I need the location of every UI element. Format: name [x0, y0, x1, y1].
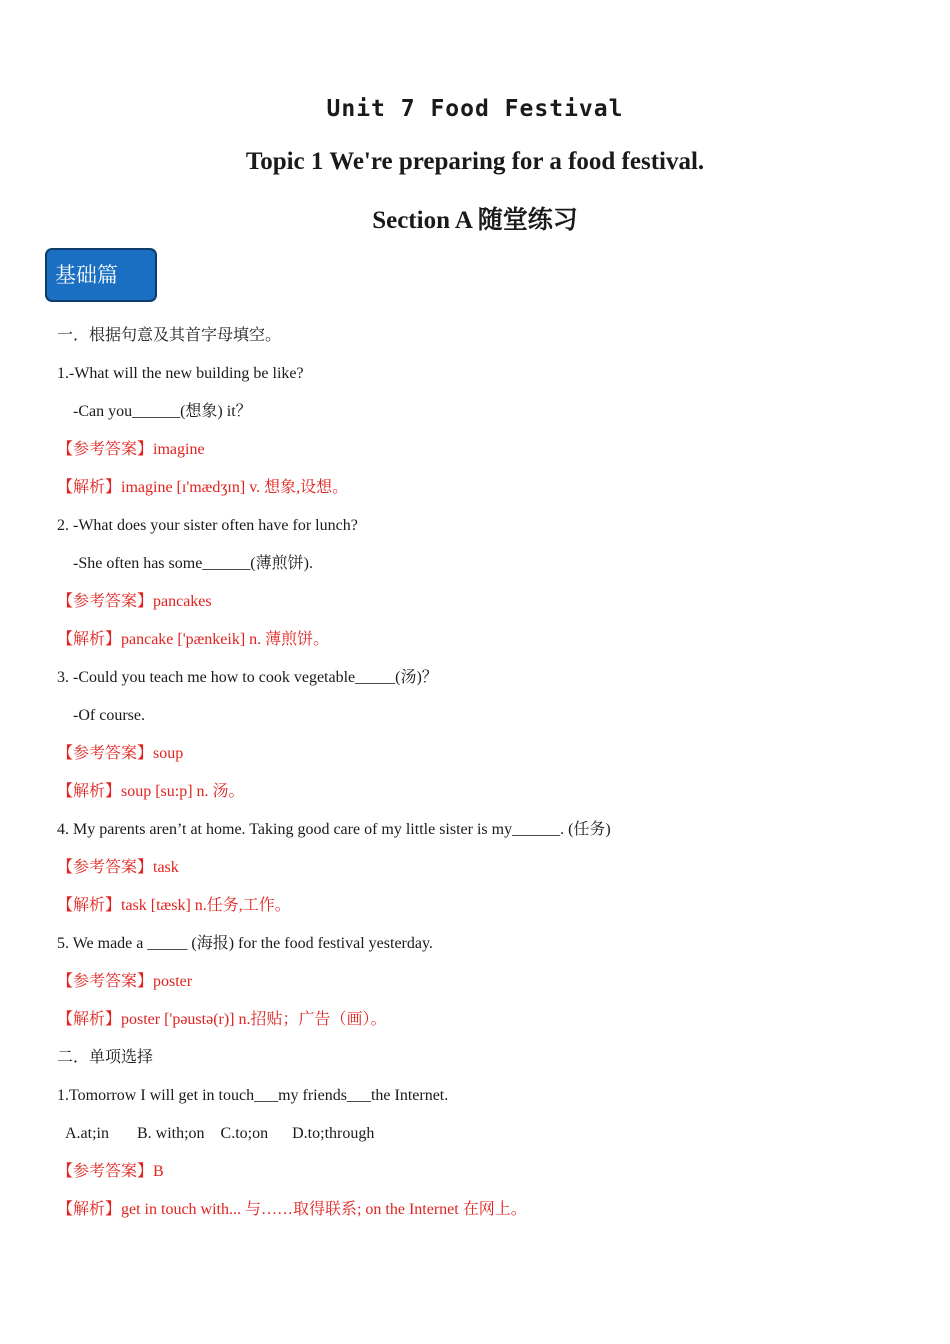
- p1-q3-question: 3. -Could you teach me how to cook vegetable_____(汤)？: [57, 669, 438, 686]
- p1-q4-analysis: 【解析】task [tæsk] n.任务,工作。: [57, 897, 291, 914]
- unit-title: Unit 7 Food Festival: [326, 96, 624, 122]
- p1-q3-answer: 【参考答案】soup: [57, 745, 184, 762]
- topic-title: Topic 1 We're preparing for a food festival.: [245, 148, 705, 175]
- p1-q5-analysis: 【解析】poster ['pəustə(r)] n.招贴；广告（画）。: [57, 1011, 387, 1028]
- p2-q1-answer: 【参考答案】B: [57, 1163, 164, 1180]
- p2-q1-analysis: 【解析】get in touch with... 与……取得联系; on the Internet 在网上。: [57, 1201, 527, 1218]
- p1-q1-question: 1.-What will the new building be like?: [57, 365, 304, 382]
- p1-q5-question: 5. We made a _____ (海报) for the food festival yesterday.: [57, 935, 433, 952]
- p1-q1-response: -Can you______(想象) it？: [73, 403, 252, 420]
- p1-q1-answer: 【参考答案】imagine: [57, 441, 205, 458]
- level-badge: 基础篇: [45, 248, 157, 302]
- p1-q2-answer: 【参考答案】pancakes: [57, 593, 212, 610]
- p1-q4-answer: 【参考答案】task: [57, 859, 179, 876]
- p1-q1-analysis: 【解析】imagine [ɪ'mædʒɪn] v. 想象,设想。: [57, 479, 349, 496]
- p1-q4-question: 4. My parents aren’t at home. Taking good care of my little sister is my______. (任务): [57, 821, 611, 838]
- section-title: Section A 随堂练习: [372, 207, 578, 234]
- p1-q3-analysis: 【解析】soup [su:p] n. 汤。: [57, 783, 245, 800]
- p1-q2-response: -She often has some______(薄煎饼).: [73, 555, 313, 572]
- part1-heading: 一．根据句意及其首字母填空。: [57, 327, 282, 344]
- p1-q2-question: 2. -What does your sister often have for lunch?: [57, 517, 358, 534]
- p1-q3-response: -Of course.: [73, 707, 145, 724]
- p1-q5-answer: 【参考答案】poster: [57, 973, 193, 990]
- part2-heading: 二．单项选择: [57, 1049, 154, 1066]
- p2-q1-options: A.at;in B. with;on C.to;on D.to;through: [65, 1125, 375, 1142]
- exercise-content: [57, 323, 917, 1235]
- p1-q2-analysis: 【解析】pancake ['pænkeik] n. 薄煎饼。: [57, 631, 330, 648]
- p2-q1-question: 1.Tomorrow I will get in touch___my friends___the Internet.: [57, 1087, 449, 1104]
